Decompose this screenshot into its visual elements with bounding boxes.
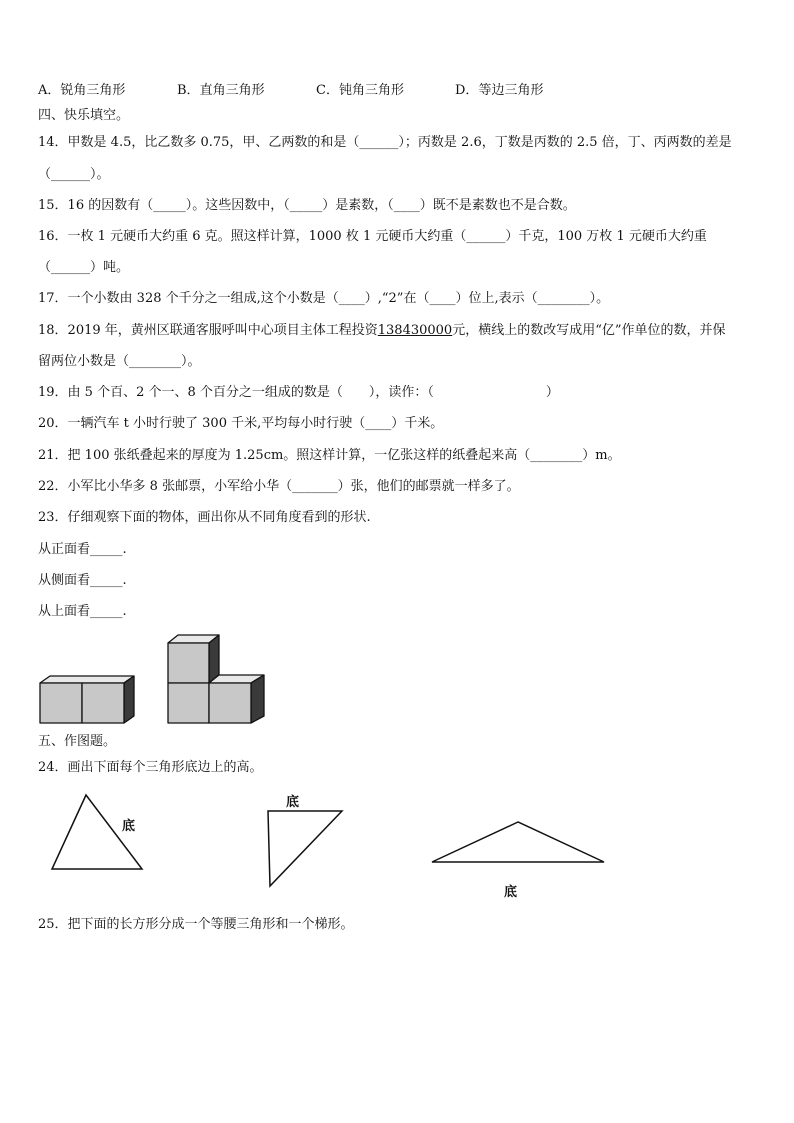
choice-letter: A． bbox=[38, 83, 61, 98]
base-label: 底 bbox=[504, 885, 518, 900]
question-21: 21．把 100 张纸叠起来的厚度为 1.25cm。照这样计算，一亿张这样的纸叠起来高（________）m。 bbox=[38, 448, 621, 463]
cube-group-right bbox=[168, 635, 264, 723]
triangle-outline bbox=[268, 811, 342, 886]
question-18-suffix: 元，横线上的数改写成用“亿”作单位的数，并保 bbox=[452, 323, 726, 338]
view-front-prompt: 从正面看_____. bbox=[38, 542, 127, 557]
choice-letter: B． bbox=[177, 83, 200, 98]
section-4-heading: 四、快乐填空。 bbox=[38, 108, 130, 123]
triangle-obtuse bbox=[428, 818, 610, 902]
question-18-prefix: 18．2019 年，黄州区联通客服呼叫中心项目主体工程投资 bbox=[38, 323, 378, 338]
view-top-prompt: 从上面看_____. bbox=[38, 604, 127, 619]
question-20: 20．一辆汽车 t 小时行驶了 300 千米,平均每小时行驶（____）千米。 bbox=[38, 416, 444, 431]
choice-text: 等边三角形 bbox=[478, 83, 544, 98]
question-25: 25．把下面的长方形分成一个等腰三角形和一个梯形。 bbox=[38, 917, 354, 932]
triangle-outline bbox=[432, 822, 604, 862]
question-23-title: 23．仔细观察下面的物体，画出你从不同角度看到的形状. bbox=[38, 510, 371, 525]
question-18-line-2: 留两位小数是（________）。 bbox=[38, 354, 201, 369]
choice-letter: C． bbox=[316, 83, 339, 98]
cube-group-left bbox=[40, 676, 134, 723]
choice-text: 直角三角形 bbox=[199, 83, 265, 98]
question-19-text: 19．由 5 个百、2 个一、8 个百分之一组成的数是（ ），读作：（ bbox=[38, 385, 434, 400]
base-label: 底 bbox=[286, 795, 300, 810]
section-5-heading: 五、作图题。 bbox=[38, 734, 117, 749]
choice-a bbox=[38, 82, 125, 100]
question-15: 15．16 的因数有（_____）。这些因数中，（_____）是素数，（____）既不是素数也不是合数。 bbox=[38, 198, 576, 213]
choice-letter: D． bbox=[455, 83, 479, 98]
triangle-right bbox=[262, 792, 352, 892]
question-24-title: 24．画出下面每个三角形底边上的高。 bbox=[38, 760, 263, 775]
question-19 bbox=[38, 384, 559, 402]
choice-text: 钝角三角形 bbox=[338, 83, 404, 98]
question-16-line-2: （______）吨。 bbox=[38, 260, 130, 275]
base-label: 底 bbox=[122, 819, 136, 834]
underlined-number: 138430000 bbox=[377, 323, 453, 338]
question-14-line-2: （______）。 bbox=[38, 167, 110, 182]
triangle-acute bbox=[48, 792, 158, 872]
choice-c bbox=[316, 82, 404, 100]
question-14-line-1: 14．甲数是 4.5，比乙数多 0.75，甲、乙两数的和是（______）；丙数是 2.6，丁数是丙数的 2.5 倍，丁、丙两数的差是 bbox=[38, 135, 732, 150]
choice-b bbox=[177, 82, 265, 100]
choice-text: 锐角三角形 bbox=[60, 83, 126, 98]
question-22: 22．小军比小华多 8 张邮票，小军给小华（_______）张，他们的邮票就一样多了。 bbox=[38, 479, 520, 494]
question-18-line-1 bbox=[38, 322, 726, 340]
question-16-line-1: 16．一枚 1 元硬币大约重 6 克。照这样计算，1000 枚 1 元硬币大约重（______）千克，100 万枚 1 元硬币大约重 bbox=[38, 229, 707, 244]
cube-figures bbox=[38, 632, 270, 726]
choice-d bbox=[455, 82, 543, 100]
question-19-close: ） bbox=[545, 385, 559, 400]
view-side-prompt: 从侧面看_____. bbox=[38, 573, 127, 588]
question-17: 17．一个小数由 328 个千分之一组成,这个小数是（____）,“2”在（____）位上,表示（________）。 bbox=[38, 291, 610, 306]
